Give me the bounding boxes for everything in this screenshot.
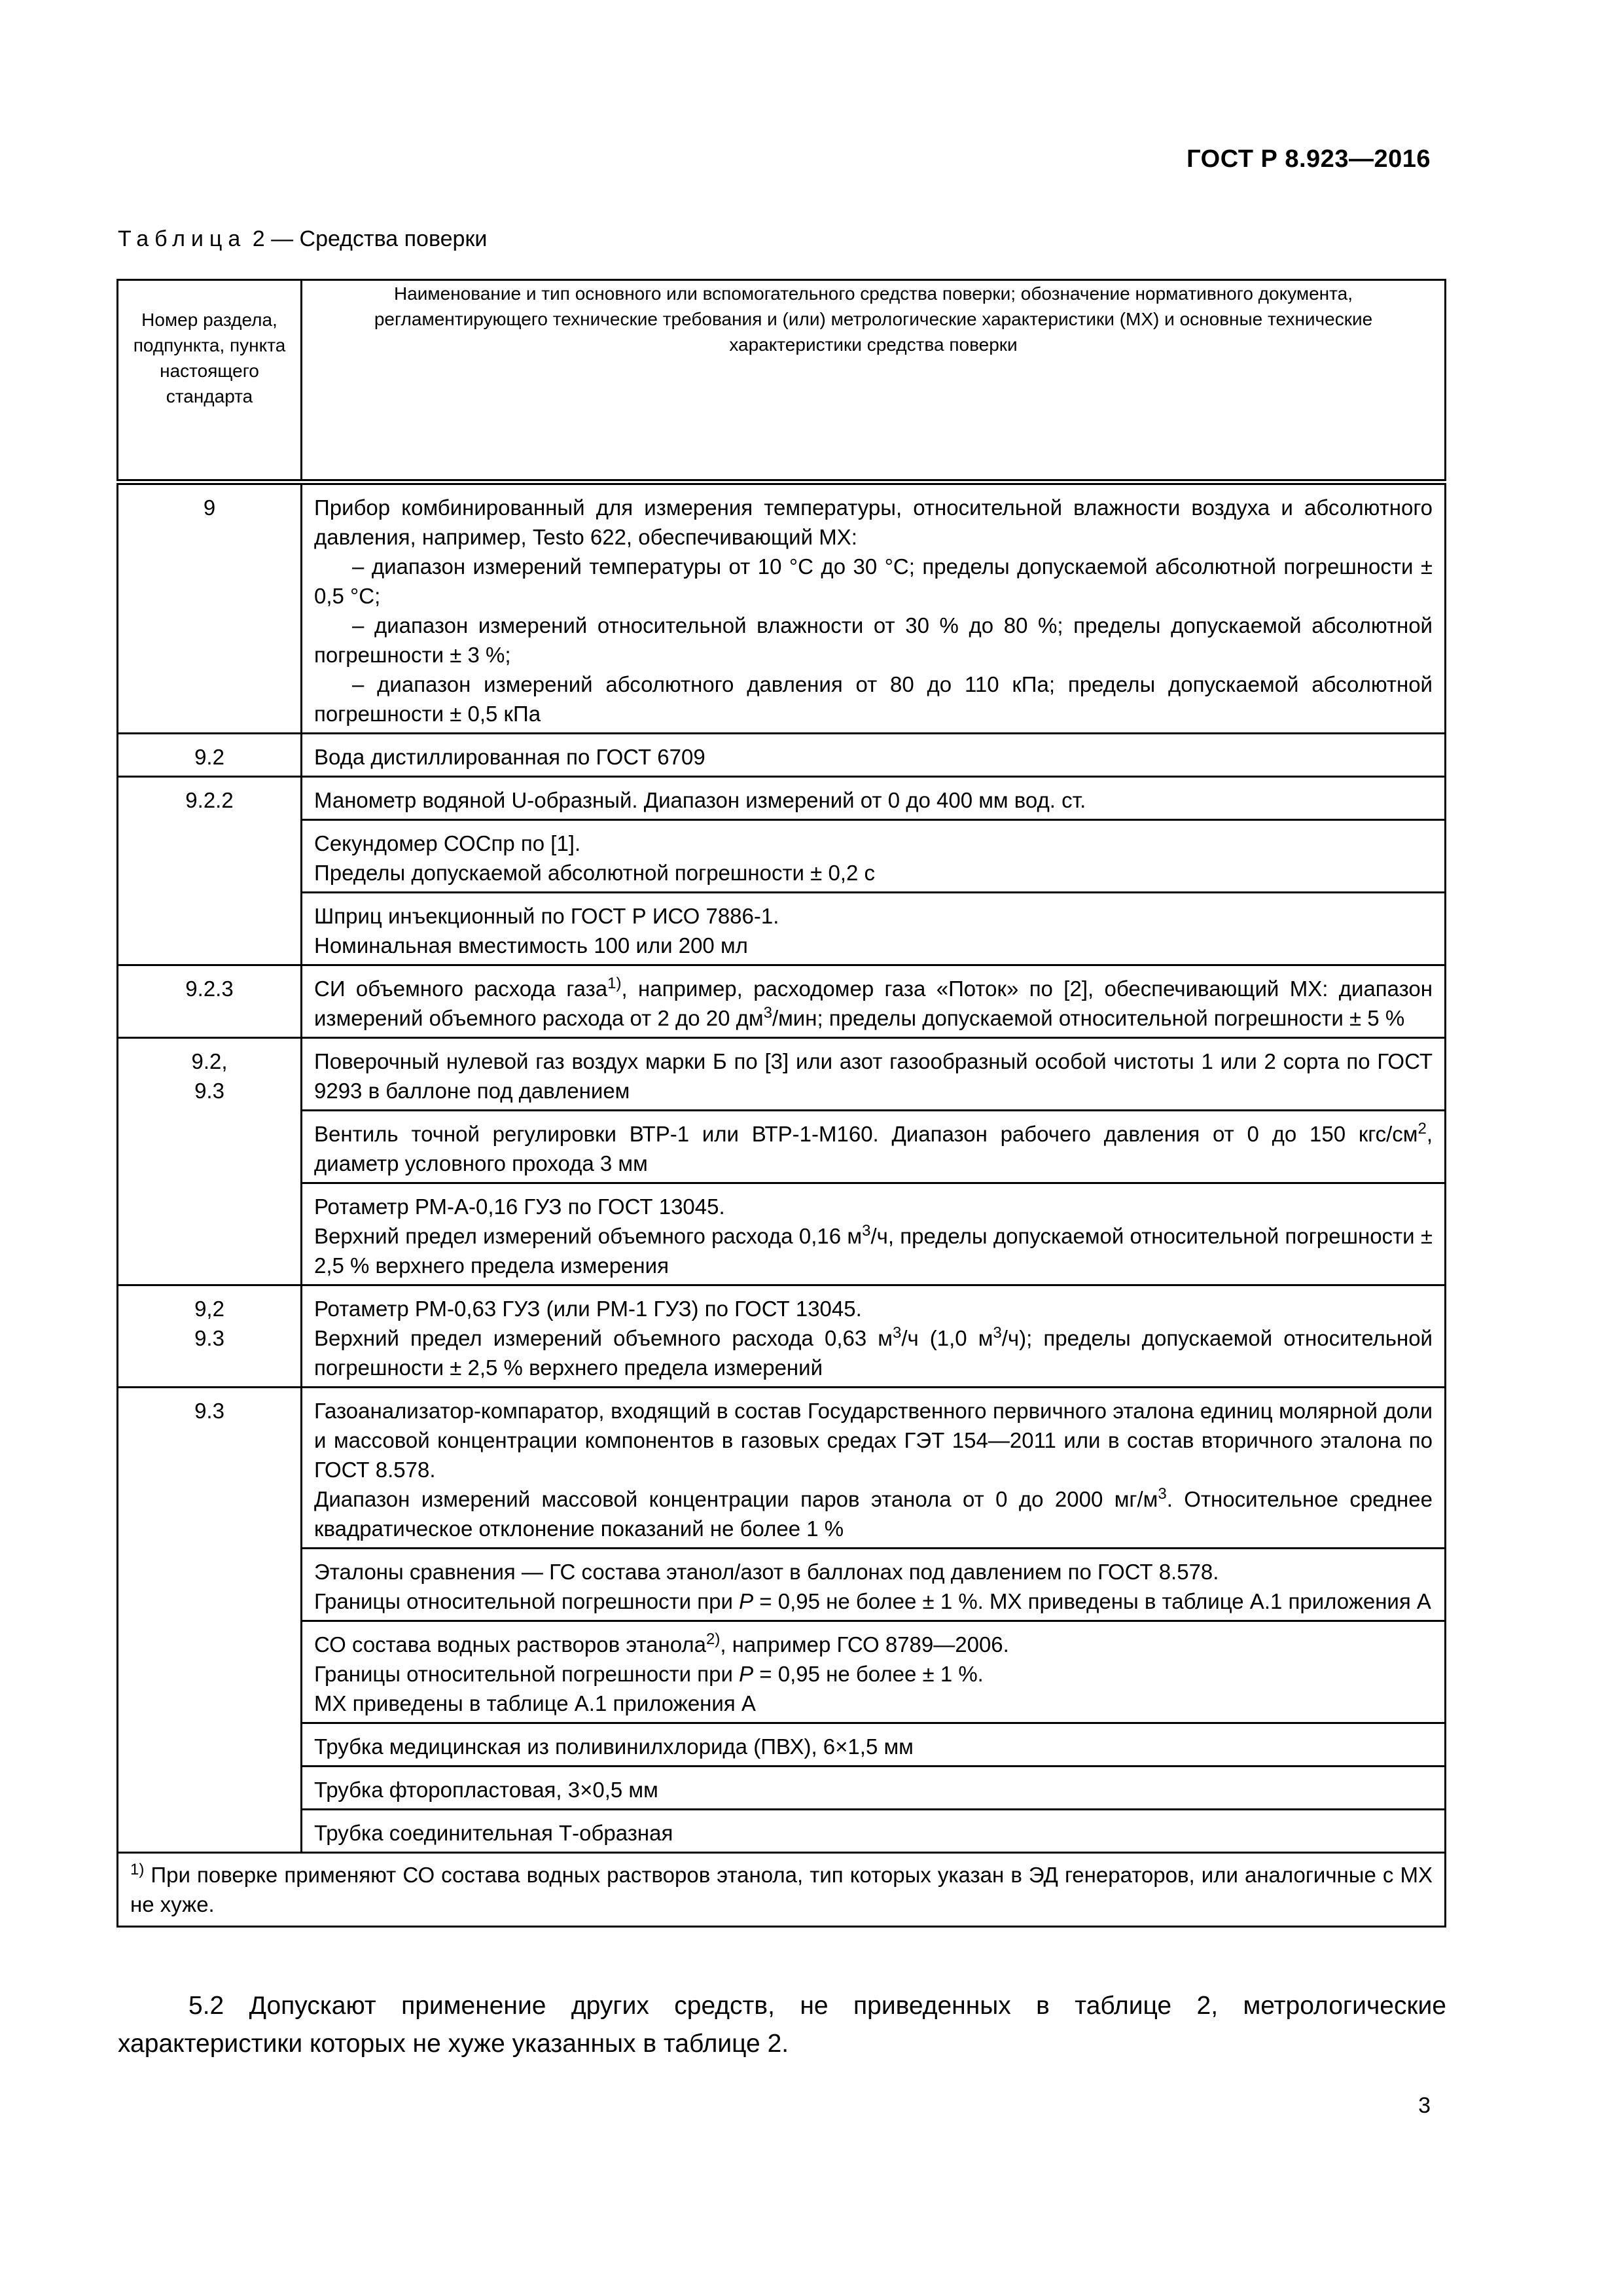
description-line [314,1221,1433,1280]
section-number-cell [118,1285,302,1388]
table-row [118,1183,1446,1285]
description-text: /ч (1,0 м [901,1326,993,1350]
description-line [314,1587,1433,1616]
description-line [314,493,1433,552]
description-line [314,1323,1433,1382]
table-row [118,482,1446,734]
description-text: Поверочный нулевой газ воздух марки Б по [3] или азот газообразный особой чистоты 1 или 2 сорта по ГОСТ 9293 в баллоне под давлением [314,1049,1433,1103]
description-text: Границы относительной погрешности при [314,1662,740,1686]
table-row [118,1038,1446,1111]
description-line [314,611,1433,670]
table-row [118,1723,1446,1767]
description-text: Эталоны сравнения — ГС состава этанол/азот в баллонах под давлением по ГОСТ 8.578. [314,1560,1219,1584]
description-line [314,552,1433,611]
section-number: 9.3 [194,1326,224,1350]
tool-description-cell [302,1285,1446,1388]
description-line [314,901,1433,931]
description-text: Газоанализатор-компаратор, входящий в состав Государственного первичного эталона единиц молярной доли и массовой концентрации компонентов в газовых средах ГЭТ 154—2011 или в состав вторичного эталона по ГОСТ 8.578. [314,1399,1433,1482]
section-number: 9 [203,495,216,520]
table-caption-prefix: Таблица [118,226,247,251]
section-number-cell [118,734,302,777]
description-text: Диапазон измерений массовой концентрации паров этанола от 0 до 2000 мг/м [314,1487,1158,1511]
table-caption-title: 2 — Средства поверки [246,226,488,251]
superscript: 3 [862,1222,871,1240]
italic-symbol: P [739,1589,754,1613]
tool-description-cell [302,1723,1446,1767]
table-row [118,820,1446,893]
tool-description-cell [302,1183,1446,1285]
superscript: 3 [1158,1485,1167,1503]
table-row [118,1285,1446,1388]
document-code: ГОСТ Р 8.923—2016 [1186,145,1431,173]
footnote-text: При поверке применяют СО состава водных растворов этанола, тип которых указан в ЭД генераторов, или аналогичные с МХ не хуже. [130,1863,1433,1916]
description-text: Номинальная вместимость 100 или 200 мл [314,933,748,958]
table-row [118,893,1446,965]
description-line [314,829,1433,858]
tool-description-cell [302,893,1446,965]
column-header-section-number: Номер раздела, подпункта, пункта настоящего стандарта [118,280,302,482]
table-caption [118,226,487,252]
section-number: 9.2 [194,745,224,769]
description-line [314,1484,1433,1543]
description-text: Границы относительной погрешности при [314,1589,740,1613]
table-row [118,965,1446,1038]
table-row [118,1549,1446,1621]
description-line [314,858,1433,888]
table-footnote-row [118,1853,1446,1927]
description-line [314,1119,1433,1178]
description-text: /ч); пределы допускаемой относительной погрешности ± 2,5 % верхнего предела измерений [314,1326,1433,1380]
description-text: /мин; пределы допускаемой относительной погрешности ± 5 % [772,1006,1405,1030]
description-text: Ротаметр РМ-0,63 ГУЗ (или РМ-1 ГУЗ) по ГОСТ 13045. [314,1297,862,1321]
section-number: 9.2.3 [185,977,234,1001]
table-body [118,482,1446,1853]
description-text: , например ГСО 8789—2006. [720,1632,1009,1657]
description-line [314,1047,1433,1105]
superscript: 3 [763,1004,772,1022]
tool-description-cell [302,1038,1446,1111]
description-line [314,1659,1433,1689]
description-text: Пределы допускаемой абсолютной погрешности ± 0,2 с [314,861,875,885]
description-line [314,1689,1433,1718]
description-text: Верхний предел измерений объемного расхода 0,16 м [314,1224,863,1248]
description-text: Шприц инъекционный по ГОСТ Р ИСО 7886-1. [314,904,779,928]
description-line [314,1396,1433,1484]
tool-description-cell [302,1810,1446,1853]
description-text: = 0,95 не более ± 1 %. МХ приведены в таблице А.1 приложения А [753,1589,1431,1613]
description-text: , диаметр условного прохода 3 мм [314,1122,1433,1175]
superscript: 3 [993,1324,1002,1342]
table-row [118,1810,1446,1853]
superscript: 2) [706,1630,721,1648]
description-text: Манометр водяной U-образный. Диапазон измерений от 0 до 400 мм вод. ст. [314,788,1086,812]
table-row [118,1621,1446,1723]
description-text: Трубка медицинская из поливинилхлорида (ПВХ), 6×1,5 мм [314,1734,914,1759]
description-line [314,1294,1433,1323]
table-row [118,1767,1446,1810]
description-line [314,1818,1433,1848]
tool-description-cell [302,482,1446,734]
description-text: Прибор комбинированный для измерения температуры, относительной влажности воздуха и абсолютного давления, например, Testo 622, обеспечивающий МХ: [314,495,1433,549]
section-number: 9.3 [194,1079,224,1103]
table-row [118,1388,1446,1549]
description-text: СИ объемного расхода газа [314,977,608,1001]
tool-description-cell [302,734,1446,777]
superscript: 3 [892,1324,902,1342]
table-footnote [118,1853,1446,1927]
page-number: 3 [1418,2093,1431,2118]
section-number: 9.2, [191,1049,228,1073]
description-text: . Относительное среднее квадратическое отклонение показаний не более 1 % [314,1487,1433,1541]
description-text: Вентиль точной регулировки ВТР-1 или ВТР-1-М160. Диапазон рабочего давления от 0 до 150 кгс/см [314,1122,1418,1146]
paragraph-5-2: 5.2 Допускают применение других средств, не приведенных в таблице 2, метрологические характеристики которых не хуже указанных в таблице 2. [118,1992,1446,2058]
description-text: Верхний предел измерений объемного расхода 0,63 м [314,1326,893,1350]
description-line [314,974,1433,1033]
superscript: 2 [1418,1120,1427,1138]
description-line [314,1557,1433,1587]
tool-description-cell [302,1621,1446,1723]
description-text: МХ приведены в таблице А.1 приложения А [314,1691,756,1715]
column-header-tool-description: Наименование и тип основного или вспомогательного средства поверки; обозначение нормативного документа, регламентирующего технические требования и (или) метрологические характеристики (МХ) и основные технические характеристики средства поверки [302,280,1446,482]
description-text: , например, расходомер газа «Поток» по [2], обеспечивающий МХ: диапазон измерений объемного расхода от 2 до 20 дм [314,977,1433,1030]
italic-symbol: P [739,1662,754,1686]
description-line [314,1775,1433,1804]
table-row [118,777,1446,820]
section-number-cell [118,777,302,965]
tool-description-cell [302,820,1446,893]
description-line [314,785,1433,815]
description-text: Вода дистиллированная по ГОСТ 6709 [314,745,705,769]
tool-description-cell [302,777,1446,820]
description-text: /ч, пределы допускаемой относительной погрешности ± 2,5 % верхнего предела измерения [314,1224,1433,1278]
description-text: Секундомер СОСпр по [1]. [314,831,581,855]
description-line [314,1732,1433,1761]
table-row [118,1111,1446,1183]
tool-description-cell [302,1388,1446,1549]
tool-description-cell [302,1767,1446,1810]
table-row [118,734,1446,777]
description-line [314,670,1433,728]
description-line [314,742,1433,772]
footnote-mark: 1) [130,1861,145,1878]
description-text: – диапазон измерений абсолютного давления от 80 до 110 кПа; пределы допускаемой абсолютной погрешности ± 0,5 кПа [314,672,1433,726]
section-number: 9,2 [194,1297,224,1321]
tool-description-cell [302,965,1446,1038]
description-line [314,931,1433,960]
description-text: = 0,95 не более ± 1 %. [753,1662,984,1686]
section-number-cell [118,482,302,734]
description-text: Трубка фторопластовая, 3×0,5 мм [314,1778,658,1802]
section-number: 9.3 [194,1399,224,1423]
section-number-cell [118,965,302,1038]
description-text: СО состава водных растворов этанола [314,1632,707,1657]
description-line [314,1192,1433,1221]
description-text: – диапазон измерений температуры от 10 °С до 30 °С; пределы допускаемой абсолютной погрешности ± 0,5 °С; [314,554,1433,608]
description-text: – диапазон измерений относительной влажности от 30 % до 80 %; пределы допускаемой абсолютной погрешности ± 3 %; [314,613,1433,667]
section-number: 9.2.2 [185,788,234,812]
table-header-row [118,280,1446,482]
tool-description-cell [302,1549,1446,1621]
superscript: 1) [607,975,622,992]
section-number-cell [118,1038,302,1285]
verification-tools-table [116,279,1446,1928]
description-text: Трубка соединительная Т-образная [314,1821,673,1845]
description-line [314,1630,1433,1659]
description-text: Ротаметр РМ-А-0,16 ГУЗ по ГОСТ 13045. [314,1194,725,1219]
tool-description-cell [302,1111,1446,1183]
section-number-cell [118,1388,302,1853]
